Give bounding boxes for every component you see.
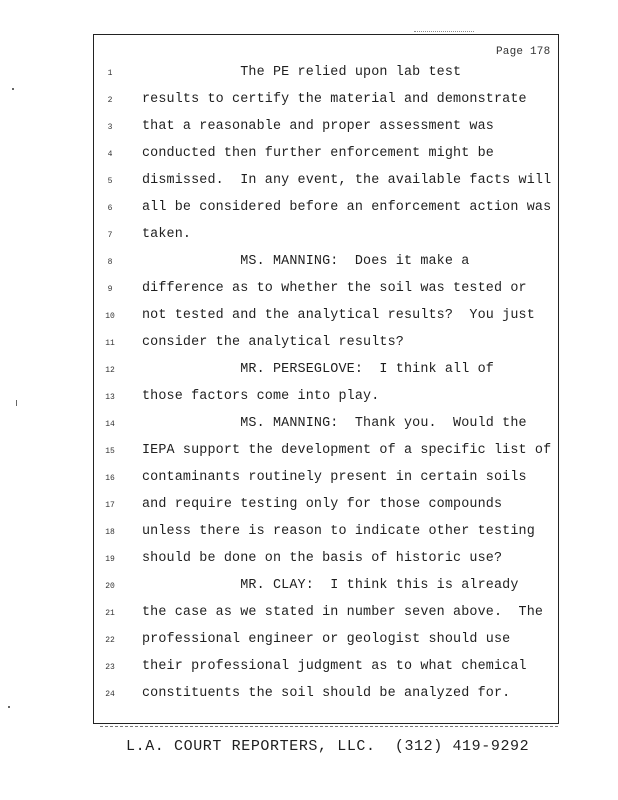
transcript-line — [0, 333, 618, 360]
line-number: 23 — [105, 663, 115, 672]
line-number: 18 — [105, 528, 115, 537]
line-text: their professional judgment as to what chemical — [142, 659, 527, 674]
line-text: all be considered before an enforcement action was — [142, 200, 552, 215]
line-text: The PE relied upon lab test — [142, 65, 462, 80]
scan-speck — [16, 400, 17, 406]
line-number: 2 — [107, 96, 113, 105]
line-text: IEPA support the development of a specific list of — [142, 443, 552, 458]
transcript-line — [0, 576, 618, 603]
transcript-line — [0, 225, 618, 252]
transcript-line — [0, 495, 618, 522]
line-text: MS. MANNING: Does it make a — [142, 254, 470, 269]
transcript-line — [0, 630, 618, 657]
court-reporter-footer: L.A. COURT REPORTERS, LLC. (312) 419-9292 — [126, 738, 530, 755]
transcript-line — [0, 306, 618, 333]
transcript-line — [0, 198, 618, 225]
line-text: consider the analytical results? — [142, 335, 404, 350]
transcript-line — [0, 468, 618, 495]
transcript-line — [0, 657, 618, 684]
transcript-line — [0, 360, 618, 387]
line-text: conducted then further enforcement might be — [142, 146, 494, 161]
line-text: the case as we stated in number seven above. The — [142, 605, 544, 620]
line-text: not tested and the analytical results? You just — [142, 308, 535, 323]
line-text: taken. — [142, 227, 192, 242]
line-number: 14 — [105, 420, 115, 429]
transcript-line — [0, 63, 618, 90]
line-number: 17 — [105, 501, 115, 510]
line-text: MR. PERSEGLOVE: I think all of — [142, 362, 494, 377]
line-number: 1 — [107, 69, 113, 78]
page-number: Page 178 — [496, 46, 551, 58]
line-text: contaminants routinely present in certain soils — [142, 470, 527, 485]
line-text: MR. CLAY: I think this is already — [142, 578, 519, 593]
line-number: 10 — [105, 312, 115, 321]
transcript-line — [0, 90, 618, 117]
transcript-line — [0, 522, 618, 549]
scan-speck — [8, 706, 10, 708]
transcript-line — [0, 441, 618, 468]
transcript-line — [0, 603, 618, 630]
line-text: constituents the soil should be analyzed for. — [142, 686, 511, 701]
transcript-line — [0, 387, 618, 414]
line-text: difference as to whether the soil was tested or — [142, 281, 527, 296]
line-text: unless there is reason to indicate other testing — [142, 524, 535, 539]
line-number: 12 — [105, 366, 115, 375]
line-number: 7 — [107, 231, 113, 240]
line-number: 13 — [105, 393, 115, 402]
line-text: that a reasonable and proper assessment was — [142, 119, 494, 134]
transcript-line — [0, 252, 618, 279]
line-number: 11 — [105, 339, 115, 348]
line-number: 5 — [107, 177, 113, 186]
line-number: 22 — [105, 636, 115, 645]
line-text: and require testing only for those compounds — [142, 497, 503, 512]
scan-speck — [12, 88, 14, 90]
line-number: 9 — [107, 285, 113, 294]
line-text: dismissed. In any event, the available facts will — [142, 173, 552, 188]
line-number: 20 — [105, 582, 115, 591]
transcript-line — [0, 117, 618, 144]
line-number: 4 — [107, 150, 113, 159]
line-text: those factors come into play. — [142, 389, 380, 404]
transcript-line — [0, 171, 618, 198]
line-number: 15 — [105, 447, 115, 456]
line-number: 21 — [105, 609, 115, 618]
line-text: professional engineer or geologist should use — [142, 632, 511, 647]
transcript-line — [0, 684, 618, 711]
scan-mark — [414, 31, 474, 32]
line-number: 19 — [105, 555, 115, 564]
line-text: should be done on the basis of historic use? — [142, 551, 503, 566]
line-number: 24 — [105, 690, 115, 699]
line-number: 8 — [107, 258, 113, 267]
transcript-line — [0, 144, 618, 171]
line-text: results to certify the material and demonstrate — [142, 92, 527, 107]
page-bottom-edge — [100, 726, 558, 727]
line-number: 16 — [105, 474, 115, 483]
line-text: MS. MANNING: Thank you. Would the — [142, 416, 527, 431]
line-number: 6 — [107, 204, 113, 213]
line-number: 3 — [107, 123, 113, 132]
transcript-line — [0, 549, 618, 576]
transcript-line — [0, 279, 618, 306]
transcript-line — [0, 414, 618, 441]
